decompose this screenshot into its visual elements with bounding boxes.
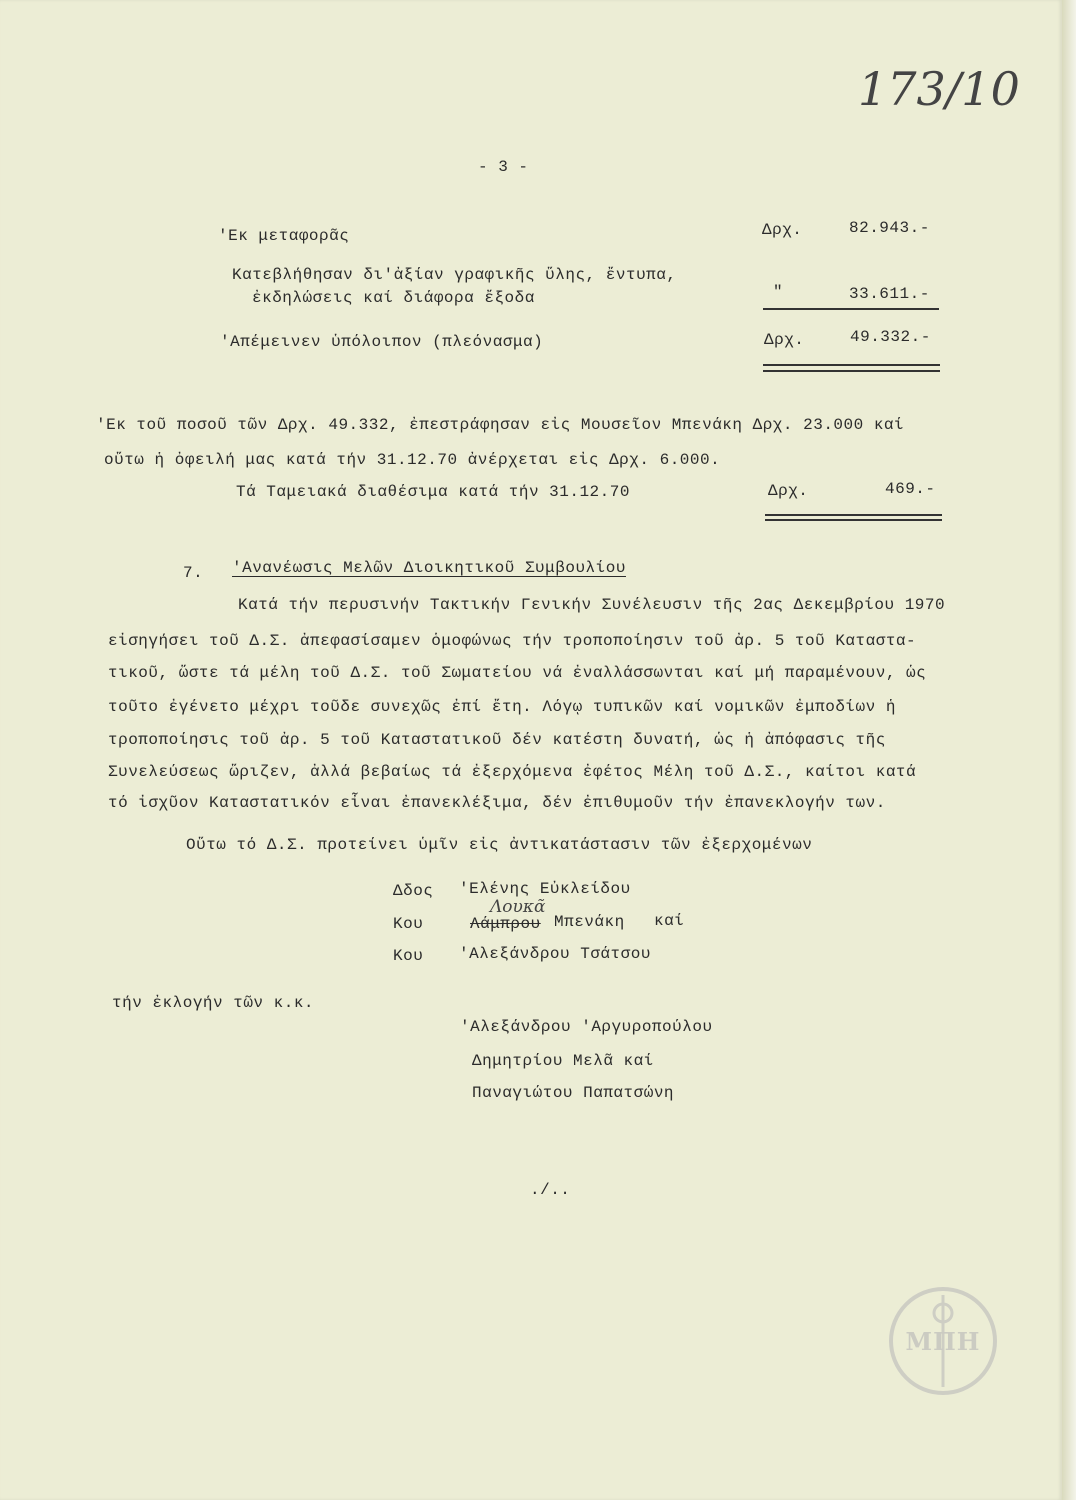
incoming-name-2: Δημητρίου Μελᾶ καί (472, 1052, 654, 1070)
carried-forward-amount: 82.943.- (849, 219, 930, 237)
section-line-3: τικοῦ, ὥστε τά μέλη τοῦ Δ.Σ. τοῦ Σωματείου νά ἐναλλάσσωνται καί μή παραμένουν, ὡς (108, 664, 927, 682)
carried-forward-currency: Δρχ. (762, 221, 803, 239)
outgoing-title-1: Δδος (393, 882, 434, 900)
paragraph1-line1: 'Εκ τοῦ ποσοῦ τῶν Δρχ. 49.332, ἐπεστράφησαν εἰς Μουσεῖον Μπενάκη Δρχ. 23.000 καί (96, 416, 905, 434)
paid-ditto: " (773, 283, 784, 301)
proposal-line: Οὕτω τό Δ.Σ. προτείνει ὑμῖν εἰς ἀντικατάστασιν τῶν ἐξερχομένων (186, 836, 813, 854)
carried-forward-label: 'Εκ μεταφορᾶς (218, 227, 350, 245)
paragraph1-line2: οὕτω ἡ ὀφειλή μας κατά τήν 31.12.70 ἀνέρχεται εἰς Δρχ. 6.000. (104, 451, 721, 469)
section-line-7: τό ἰσχῦον Καταστατικόν εἶναι ἐπανεκλέξιμα, δέν ἐπιθυμοῦν τήν ἐπανεκλογήν των. (108, 794, 886, 812)
archive-number: 173/10 (858, 62, 1020, 116)
section-line-4: τοῦτο ἐγένετο μέχρι τοῦδε συνεχῶς ἐπί ἔτη. Λόγῳ τυπικῶν καί νομικῶν ἐμποδίων ἡ (108, 698, 896, 716)
archive-seal (889, 1287, 997, 1395)
outgoing-name-3: 'Αλεξάνδρου Τσάτσου (459, 945, 651, 963)
cash-currency: Δρχ. (768, 482, 809, 500)
section-line-1: Κατά τήν περυσινήν Τακτικήν Γενικήν Συνέλευσιν τῆς 2ας Δεκεμβρίου 1970 (238, 596, 946, 614)
seal-text: ΜΠΗ (905, 1327, 981, 1356)
incoming-name-3: Παναγιώτου Παπατσώνη (472, 1084, 675, 1102)
section-title: 'Ανανέωσις Μελῶν Διοικητικοῦ Συμβουλίου (232, 559, 626, 577)
paid-line-1: Κατεβλήθησαν δι'ἀξίαν γραφικῆς ὕλης, ἔντυπα, (232, 266, 677, 284)
balance-currency: Δρχ. (764, 331, 805, 349)
outgoing-handwritten-correction: Λουκᾶ (490, 897, 546, 917)
section-line-2: εἰσηγήσει τοῦ Δ.Σ. ἀπεφασίσαμεν ὁμοφώνως τήν τροποποίησιν τοῦ ἀρ. 5 τοῦ Καταστα- (108, 632, 917, 650)
total-rule-1 (763, 364, 940, 366)
paragraph1-line3: Τά Ταμειακά διαθέσιμα κατά τήν 31.12.70 (236, 483, 630, 501)
cash-rule-1 (765, 514, 942, 516)
outgoing-name-1: 'Ελένης Εὐκλείδου (459, 880, 631, 898)
paid-line-2: ἐκδηλώσεις καί διάφορα ἔξοδα (252, 289, 535, 307)
incoming-name-1: 'Αλεξάνδρου 'Αργυροπούλου (460, 1018, 713, 1036)
balance-amount: 49.332.- (850, 328, 931, 346)
outgoing-struck-name-2: Λάμπρου (470, 915, 541, 933)
page-edge (1062, 0, 1076, 1500)
subtotal-rule (763, 308, 939, 310)
total-rule-2 (763, 370, 940, 372)
outgoing-name-2: Μπενάκη (554, 913, 625, 931)
continuation-mark: ./.. (530, 1181, 571, 1199)
outgoing-title-2: Κου (393, 915, 424, 933)
outgoing-suffix-2: καί (654, 912, 685, 930)
paid-amount: 33.611.- (849, 285, 930, 303)
section-line-6: Συνελεύσεως ὥριζεν, ἀλλά βεβαίως τά ἐξερχόμενα ἐφέτος Μέλη τοῦ Δ.Σ., καίτοι κατά (108, 763, 917, 781)
election-phrase: τήν ἐκλογήν τῶν κ.κ. (112, 994, 315, 1012)
section-number: 7. (183, 564, 204, 582)
cash-rule-2 (765, 519, 942, 521)
cash-amount: 469.- (885, 480, 936, 498)
balance-label: 'Απέμεινεν ὑπόλοιπον (πλεόνασμα) (220, 333, 544, 351)
outgoing-title-3: Κου (393, 947, 424, 965)
page-number: - 3 - (478, 158, 529, 176)
section-line-5: τροποποίησις τοῦ ἀρ. 5 τοῦ Καταστατικοῦ δέν κατέστη δυνατή, ὡς ἡ ἀπόφασις τῆς (108, 731, 886, 749)
